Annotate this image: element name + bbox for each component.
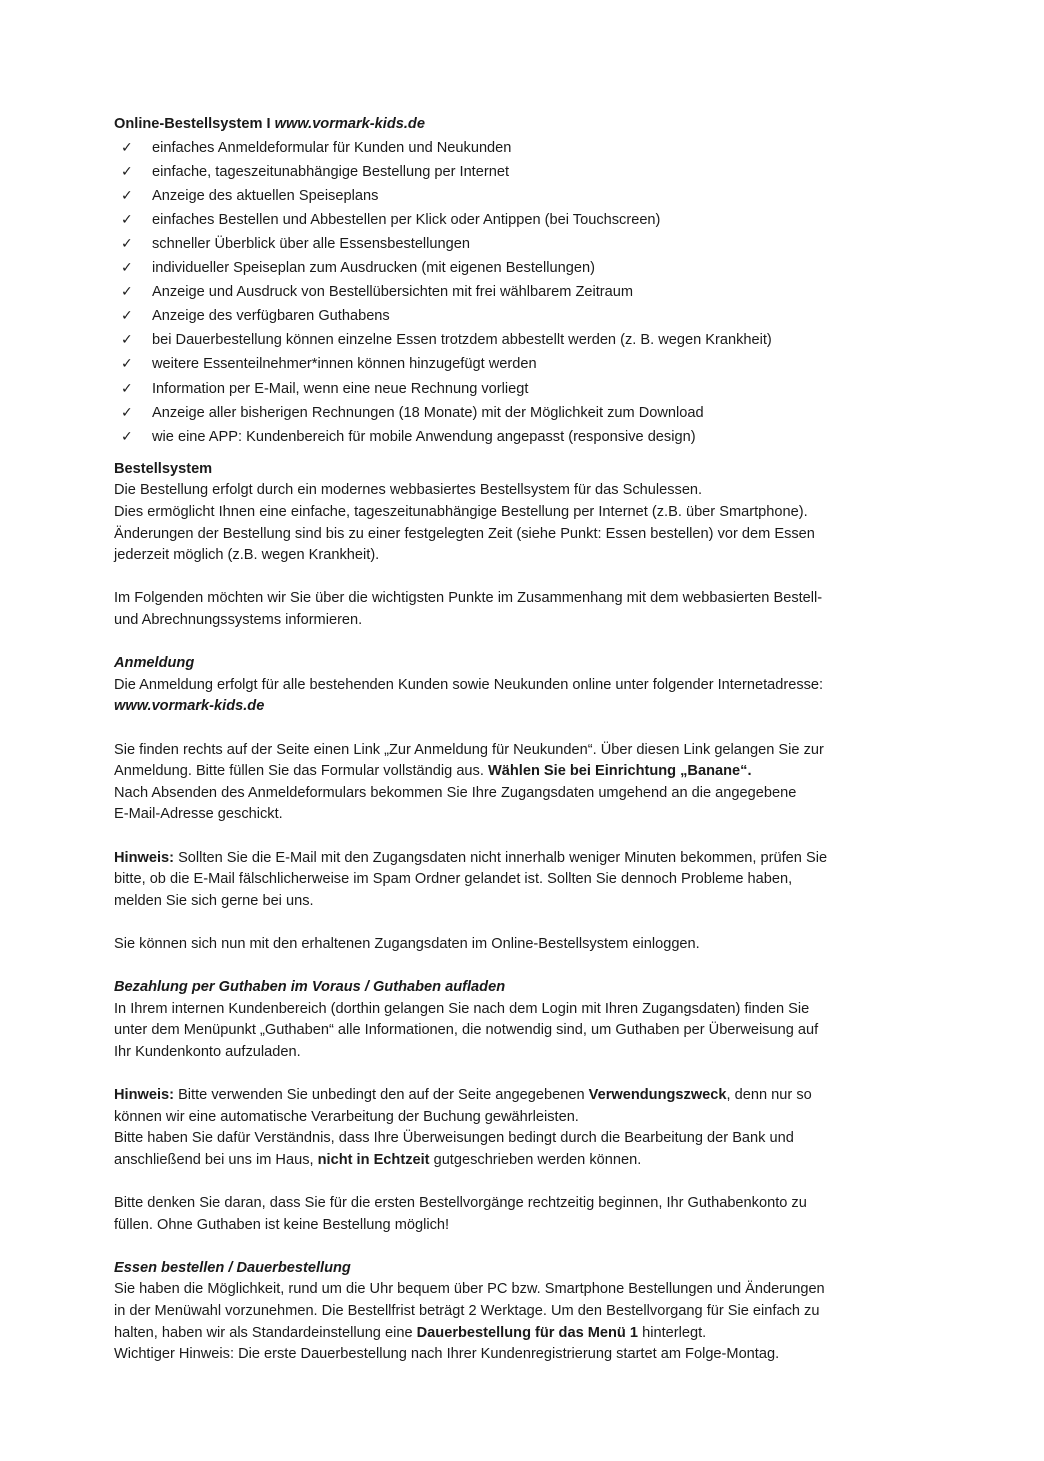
feature-item: ✓ Information per E-Mail, wenn eine neue Rechnung vorliegt xyxy=(114,377,926,401)
paragraph-line: in der Menüwahl vorzunehmen. Die Bestellfrist beträgt 2 Werktage. Um den Bestellvorgang für Sie einfach zu xyxy=(114,1302,820,1319)
paragraph-line: können wir eine automatische Verarbeitung der Buchung gewährleisten. xyxy=(114,1108,579,1125)
checkmark-icon: ✓ xyxy=(121,235,133,252)
feature-item: ✓ weitere Essenteilnehmer*innen können hinzugefügt werden xyxy=(114,352,926,376)
document-page xyxy=(114,114,926,1366)
header-title: Online-Bestellsystem xyxy=(114,116,263,132)
paragraph-line: halten, haben wir als Standardeinstellung eine Dauerbestellung für das Menü 1 hinterlegt. xyxy=(114,1324,707,1341)
paragraph-line: Sie finden rechts auf der Seite einen Link „Zur Anmeldung für Neukunden“. Über diesen Link gelangen Sie zur xyxy=(114,741,824,758)
paragraph-line: Anmeldung. Bitte füllen Sie das Formular vollständig aus. Wählen Sie bei Einrichtung „Banane“. xyxy=(114,763,752,780)
hint-label: Hinweis: xyxy=(114,1087,175,1104)
checkmark-icon: ✓ xyxy=(121,187,133,204)
paragraph-line: melden Sie sich gerne bei uns. xyxy=(114,892,314,909)
bezahlung-heading: Bezahlung per Guthaben im Voraus / Guthaben aufladen xyxy=(114,979,506,996)
paragraph-line: Bitte denken Sie daran, dass Sie für die ersten Bestellvorgänge rechtzeitig beginnen, Ihr Guthabenkonto zu xyxy=(114,1195,807,1211)
checkmark-icon: ✓ xyxy=(121,163,133,180)
anmeldung-url-link[interactable]: www.vormark-kids.de xyxy=(114,698,265,715)
checkmark-icon: ✓ xyxy=(121,308,133,325)
checkmark-icon: ✓ xyxy=(121,356,133,373)
feature-item: ✓ Anzeige aller bisherigen Rechnungen (18 Monate) mit der Möglichkeit zum Download xyxy=(114,401,926,425)
paragraph-line: Bitte haben Sie dafür Verständnis, dass Ihre Überweisungen bedingt durch die Bearbeitung der Bank und xyxy=(114,1130,794,1147)
paragraph-line: Sie können sich nun mit den erhaltenen Zugangsdaten im Online-Bestellsystem einloggen. xyxy=(114,935,700,952)
einrichtung-note: Wählen Sie bei Einrichtung „Banane“. xyxy=(487,763,752,780)
hint-label: Hinweis: xyxy=(114,849,175,866)
checkmark-icon: ✓ xyxy=(121,284,133,301)
feature-item: ✓ wie eine APP: Kundenbereich für mobile Anwendung angepasst (responsive design) xyxy=(114,425,926,449)
header-url: www.vormark-kids.de xyxy=(274,116,425,132)
paragraph-line: bitte, ob die E-Mail fälschlicherweise im Spam Ordner gelandet ist. Sollten Sie dennoch Probleme haben, xyxy=(114,871,793,888)
feature-item: ✓ bei Dauerbestellung können einzelne Essen trotzdem abbestellt werden (z. B. wegen Krankheit) xyxy=(114,328,926,352)
checkmark-icon: ✓ xyxy=(121,404,133,421)
feature-item: ✓ Anzeige und Ausdruck von Bestellübersichten mit frei wählbarem Zeitraum xyxy=(114,280,926,304)
echtzeit-term: nicht in Echtzeit xyxy=(317,1151,430,1168)
paragraph-line: E-Mail-Adresse geschickt. xyxy=(114,806,283,823)
paragraph-line: Die Bestellung erfolgt durch ein modernes webbasiertes Bestellsystem für das Schulessen. xyxy=(114,482,703,499)
feature-item: ✓ Anzeige des verfügbaren Guthabens xyxy=(114,304,926,328)
anmeldung-heading: Anmeldung xyxy=(114,655,195,672)
paragraph-line: Wichtiger Hinweis: Die erste Dauerbestellung nach Ihrer Kundenregistrierung startet am Folge-Montag. xyxy=(114,1346,780,1363)
header-separator: I xyxy=(266,116,271,132)
checkmark-icon: ✓ xyxy=(121,260,133,277)
hint-line: Hinweis: Sollten Sie die E-Mail mit den Zugangsdaten nicht innerhalb weniger Minuten bekommen, prüfen Sie xyxy=(114,849,828,866)
page-header xyxy=(114,114,926,136)
checkmark-icon: ✓ xyxy=(121,428,133,445)
checkmark-icon: ✓ xyxy=(121,380,133,397)
paragraph-line: füllen. Ohne Guthaben ist keine Bestellung möglich! xyxy=(114,1216,450,1233)
checkmark-icon: ✓ xyxy=(121,211,133,228)
verwendungszweck-term: Verwendungszweck xyxy=(588,1087,727,1104)
feature-item: ✓ einfache, tageszeitunabhängige Bestellung per Internet xyxy=(114,160,926,184)
paragraph-line: und Abrechnungssystems informieren. xyxy=(114,611,363,628)
feature-item: ✓ einfaches Bestellen und Abbestellen per Klick oder Antippen (bei Touchscreen) xyxy=(114,208,926,232)
checkmark-icon: ✓ xyxy=(121,332,133,349)
paragraph-line: Ihr Kundenkonto aufzuladen. xyxy=(114,1043,301,1060)
dauerbestellung-term: Dauerbestellung für das Menü 1 xyxy=(416,1324,639,1341)
essen-heading: Essen bestellen / Dauerbestellung xyxy=(114,1259,351,1276)
hint-line: Hinweis: Bitte verwenden Sie unbedingt den auf der Seite angegebenen Verwendungszweck, denn nur so xyxy=(114,1087,812,1104)
paragraph-line: jederzeit möglich (z.B. wegen Krankheit). xyxy=(114,547,380,564)
paragraph-line: Sie haben die Möglichkeit, rund um die Uhr bequem über PC bzw. Smartphone Bestellungen und Änderungen xyxy=(114,1281,825,1298)
paragraph-line: Die Anmeldung erfolgt für alle bestehenden Kunden sowie Neukunden online unter folgender Internetadresse: xyxy=(114,676,824,693)
feature-item: ✓ einfaches Anmeldeformular für Kunden und Neukunden xyxy=(114,136,926,160)
paragraph-line: In Ihrem internen Kundenbereich (dorthin gelangen Sie nach dem Login mit Ihren Zugangsdaten) finden Sie xyxy=(114,1000,810,1017)
paragraph-line: anschließend bei uns im Haus, nicht in Echtzeit gutgeschrieben werden können. xyxy=(114,1151,642,1168)
feature-item: ✓ Anzeige des aktuellen Speiseplans xyxy=(114,184,926,208)
checkmark-icon: ✓ xyxy=(121,139,133,156)
paragraph-line: Änderungen der Bestellung sind bis zu einer festgelegten Zeit (siehe Punkt: Essen bestellen) vor dem Essen xyxy=(114,525,815,542)
paragraph-line: Nach Absenden des Anmeldeformulars bekommen Sie Ihre Zugangsdaten umgehend an die angegebene xyxy=(114,784,797,801)
feature-item: ✓ schneller Überblick über alle Essensbestellungen xyxy=(114,232,926,256)
paragraph-line: unter dem Menüpunkt „Guthaben“ alle Informationen, die notwendig sind, um Guthaben per Überweisung auf xyxy=(114,1022,819,1039)
paragraph-line: Im Folgenden möchten wir Sie über die wichtigsten Punkte im Zusammenhang mit dem webbasierten Bestell- xyxy=(114,590,823,607)
feature-list xyxy=(114,136,926,449)
paragraph-line: Dies ermöglicht Ihnen eine einfache, tageszeitunabhängige Bestellung per Internet (z.B. über Smartphone). xyxy=(114,504,808,520)
bestellsystem-heading: Bestellsystem xyxy=(114,460,213,477)
feature-item: ✓ individueller Speiseplan zum Ausdrucken (mit eigenen Bestellungen) xyxy=(114,256,926,280)
